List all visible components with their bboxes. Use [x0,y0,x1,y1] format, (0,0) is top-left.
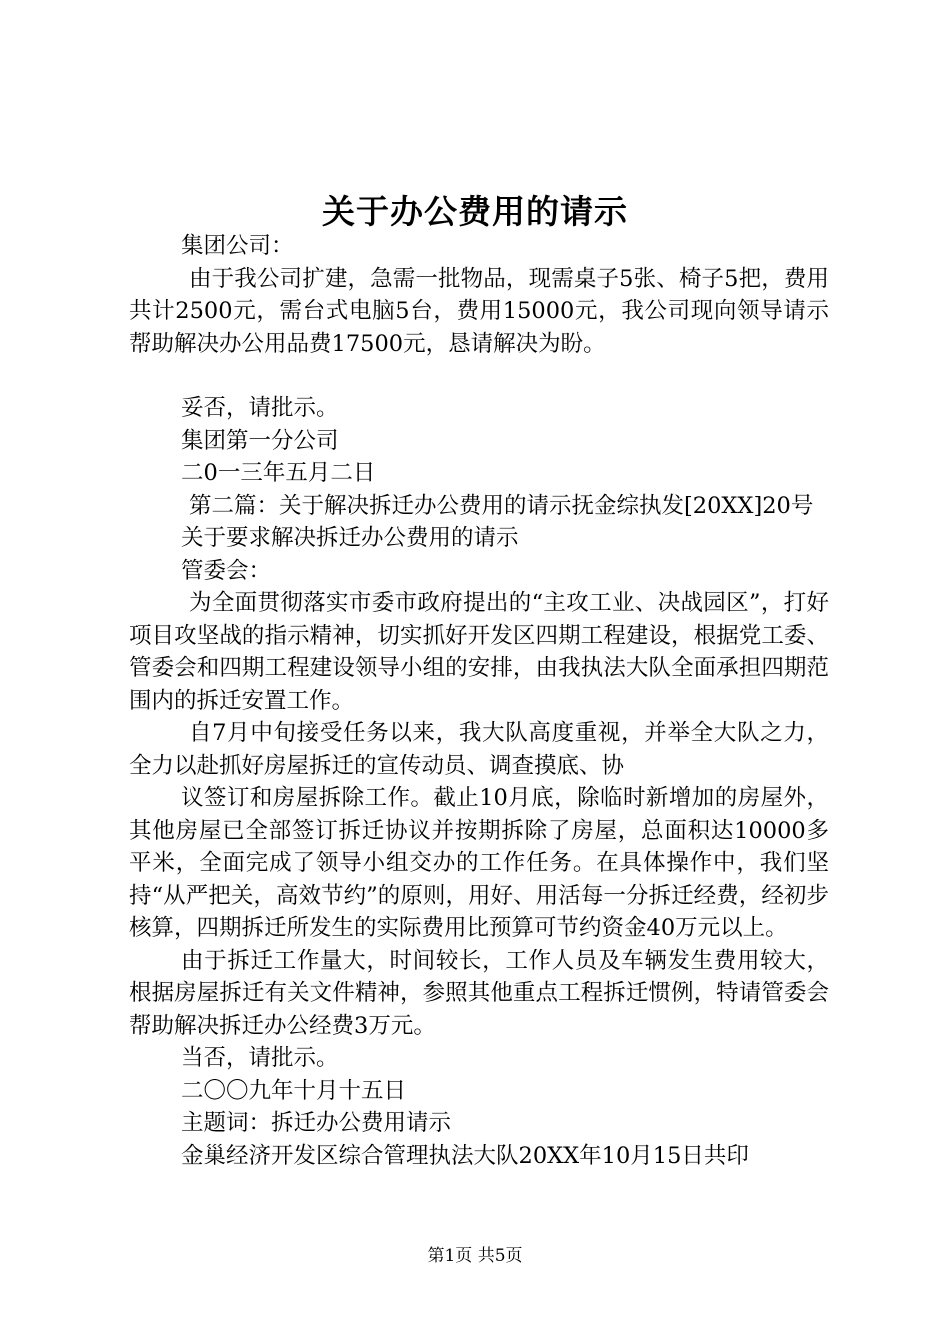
signature-date: 二0一三年五月二日 [181,460,376,486]
closing-line: 妥否，请批示。 [181,395,339,421]
signature-org: 集团第一分公司 [181,427,339,454]
signature-date: 二〇〇九年十月十五日 [181,1077,407,1104]
body-paragraph: 议签订和房屋拆除工作。截止10月底，除临时新增加的房屋外，其他房屋已全部签订拆迁协议并按期拆除了房屋，总面积达10000多平米，全面完成了领导小组交办的工作任务。在具体操作中，我们坚持“从严把关，高效节约”的原则，用好、用活每一分拆迁经费，经初步核算，四期拆迁所发生的实际费用比预算可节约资金40万元以上。 [129,785,829,941]
issuer-line: 金巢经济开发区综合管理执法大队20XX年10月15日共印 [181,1142,749,1169]
body-paragraph: 由于我公司扩建，急需一批物品，现需桌子5张、椅子5把，费用共计2500元，需台式电脑5台，费用15000元，我公司现向领导请示帮助解决办公用品费17500元，恳请解决为盼。 [129,265,829,357]
body-paragraph: 自7月中旬接受任务以来，我大队高度重视，并举全大队之力，全力以赴抓好房屋拆迁的宣传动员、调查摸底、协 [129,720,829,779]
addressee: 管委会： [181,557,272,584]
section-heading: 第二篇：关于解决拆迁办公费用的请示抚金综执发[20XX]20号 [189,492,814,519]
subject-keywords: 主题词：拆迁办公费用请示 [181,1110,452,1136]
page-indicator: 第1页 共5页 [427,1246,523,1266]
body-paragraph: 由于拆迁工作量大，时间较长，工作人员及车辆发生费用较大，根据房屋拆迁有关文件精神，参照其他重点工程拆迁惯例，特请管委会帮助解决拆迁办公经费3万元。 [129,947,829,1039]
document-title: 关于办公费用的请示 [322,192,628,231]
closing-line: 当否，请批示。 [181,1045,339,1071]
subtitle: 关于要求解决拆迁办公费用的请示 [181,525,519,551]
addressee: 集团公司： [181,233,294,259]
document-body [129,230,829,1172]
paragraph-gap [129,360,829,392]
body-paragraph: 为全面贯彻落实市委市政府提出的“主攻工业、决战园区”，打好项目攻坚战的指示精神，切实抓好开发区四期工程建设，根据党工委、管委会和四期工程建设领导小组的安排，由我执法大队全面承担四期范围内的拆迁安置工作。 [129,590,829,714]
